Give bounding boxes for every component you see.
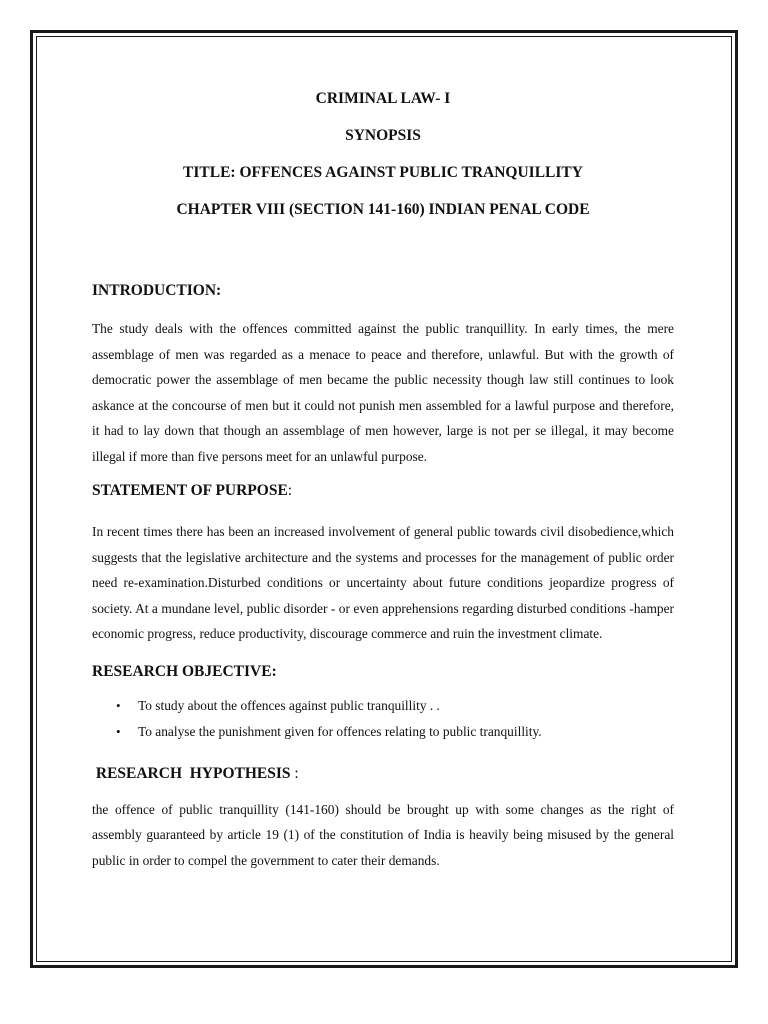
research-hypothesis-text: the offence of public tranquillity (141-160) should be brought up with some changes as the right of assembly guaranteed by article 19 (1) of the constitution of India is heavily being misused by the general public in order to compel the government to cater their demands. [92,801,674,868]
statement-of-purpose-heading [92,479,674,503]
research-hypothesis-colon: : [290,764,299,782]
course-title: CRIMINAL LAW- I [315,90,451,107]
bullet-icon: • [116,697,121,713]
statement-of-purpose-text: In recent times there has been an increased involvement of general public towards civil disobedience,which suggests that the legislative architecture and the systems and processes for the management of public order need re-examination.Disturbed conditions or uncertainty about future conditions jeopardize progress of society. At a mundane level, public disorder - or even apprehensions regarding disturbed conditions -hamper economic progress, reduce productivity, discourage commerce and ruin the investment climate. [92,524,674,641]
list-item-text: To study about the offences against public tranquillity . . [138,697,440,713]
research-hypothesis-heading [92,761,674,787]
statement-of-purpose-colon: : [287,482,293,499]
chapter-title: CHAPTER VIII (SECTION 141-160) INDIAN PENAL CODE [176,201,590,218]
introduction-text: The study deals with the offences committed against the public tranquillity. In early times, the mere assemblage of men was regarded as a menace to peace and therefore, unlawful. But with the growth of democratic power the assemblage of men became the public necessity though law still continues to look askance at the concourse of men but it could not punish men assembled for a lawful purpose and therefore, it had to lay down that though an assemblage of men however, large is not per se illegal, it may become illegal if more than five persons meet for an unlawful purpose. [92,321,674,464]
list-item [92,719,674,745]
statement-of-purpose-title: STATEMENT OF PURPOSE [92,482,288,499]
title-block [92,86,674,234]
research-hypothesis-title: RESEARCH HYPOTHESIS [92,764,291,782]
list-item [92,693,674,719]
research-objective-heading: RESEARCH OBJECTIVE: [92,662,277,680]
bullet-icon: • [116,723,121,739]
topic-title: TITLE: OFFENCES AGAINST PUBLIC TRANQUILLITY [183,164,583,181]
research-objective-list [92,693,674,745]
document-type: SYNOPSIS [345,127,421,144]
list-item-text: To analyse the punishment given for offences relating to public tranquillity. [138,723,542,739]
introduction-heading: INTRODUCTION: [92,282,222,299]
document-body [92,86,674,873]
